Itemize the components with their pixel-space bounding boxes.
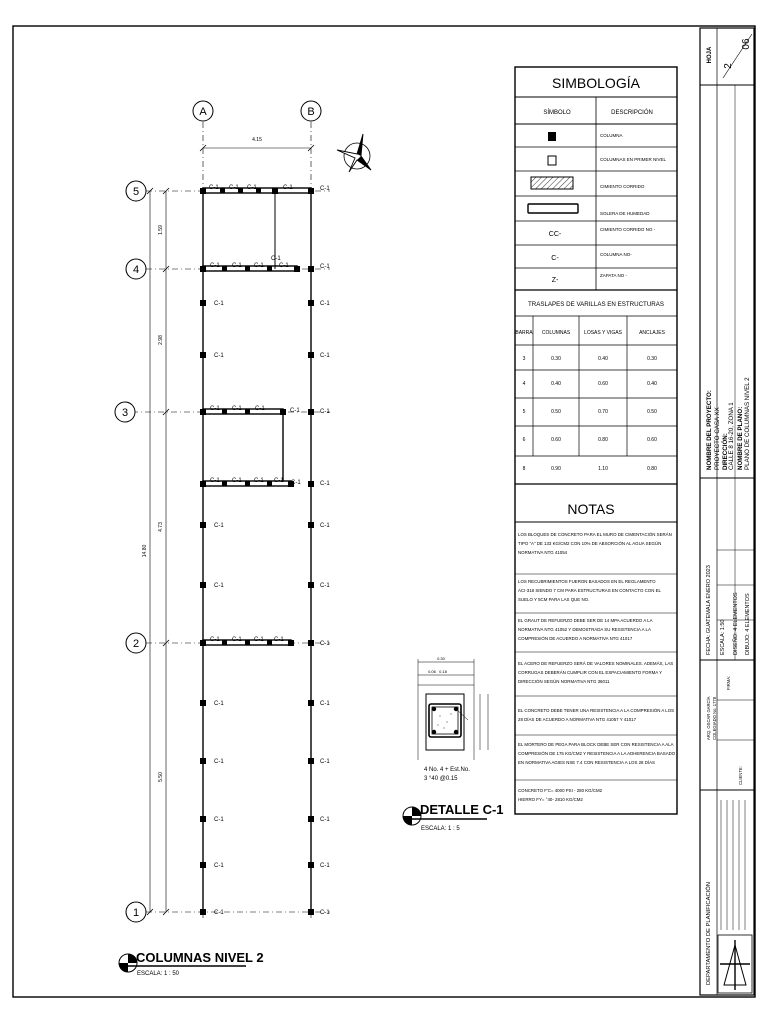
column-label: C-1 (279, 263, 289, 269)
company-logo-icon (718, 935, 752, 993)
column-label: C-1 (232, 263, 242, 269)
column-label: C-1 (210, 637, 220, 643)
traslapes-cell: 0.30 (647, 356, 657, 362)
symbol-z: Z- (551, 277, 559, 284)
column-label: C-1 (274, 637, 284, 643)
traslapes-cell: 0.60 (647, 437, 657, 443)
column-label: C-1 (320, 701, 330, 707)
nota-line: EN NORMATIVA AGIES NSE 7.4 CON RESISTENCIA A LOS 28 DÍAS (518, 760, 655, 765)
column-label: C-1 (320, 264, 330, 270)
column-label: C-1 (229, 185, 239, 191)
symbol-desc: ZAPATA NO - (600, 273, 628, 278)
columns (200, 188, 314, 915)
column-label: C-1 (232, 478, 242, 484)
client-label: CLIENTE: (738, 766, 743, 785)
column-label: C-1 (214, 583, 224, 589)
column-label: C-1 (254, 478, 264, 484)
traslapes-cell: 1.10 (598, 466, 608, 472)
column-label: C-1 (320, 863, 330, 869)
axis-label: A (199, 106, 207, 118)
symbol-desc: COLUMNAS EN PRIMER NIVEL (600, 157, 667, 162)
scale-field: ESCALA: 1:50 (720, 619, 726, 655)
column-label: C-1 (320, 353, 330, 359)
column-label: C-1 (255, 406, 265, 412)
column-label: C-1 (214, 759, 224, 765)
column-label: C-1 (254, 263, 264, 269)
first-level-column-symbol (548, 156, 556, 165)
axis-label: 5 (132, 186, 140, 198)
column-label: C-1 (320, 481, 330, 487)
axis-bubble-5 (126, 181, 146, 201)
traslapes-cell: 3 (522, 356, 526, 362)
project-value: PROYECTO CASA XX (714, 407, 721, 470)
column-label: C-1 (214, 353, 224, 359)
nota-line: 28 DÍAS DE ACUERDO A NORMATIVA NTG 41057 Y 41017 (518, 717, 637, 722)
column-label: C-1 (214, 817, 224, 823)
traslapes-cell: 8 (522, 466, 526, 472)
sheet-border (13, 26, 755, 997)
column-label: C-1 (320, 409, 330, 415)
column-label: C-1 (210, 406, 220, 412)
traslapes-cell: 0.90 (551, 466, 561, 472)
address-value: CALLE 8 16-20, ZONA 1 (728, 402, 735, 470)
plan-title: COLUMNAS NIVEL 2 (136, 950, 264, 965)
symbol-cc: CC- (548, 231, 562, 238)
plan-title-block (119, 950, 264, 977)
column-label: C-1 (274, 478, 284, 484)
column-label: C-1 (320, 641, 330, 647)
column-label: C-1 (320, 583, 330, 589)
dimension-value: 4.15 (252, 137, 262, 143)
nota-line: LOS BLOQUES DE CONCRETO PARA EL MURO DE CIMENTACIÓN SERÁN (518, 532, 672, 537)
column-label: C-1 (320, 759, 330, 765)
dimension-value: 5.50 (158, 772, 164, 782)
symbol-desc: CIMIENTO CORRIDO (600, 184, 645, 189)
nota-line: NORMATIVA NTG 41054 (518, 550, 568, 555)
traslapes-cell: 0.80 (647, 466, 657, 472)
grid-lines (132, 122, 330, 918)
architect-license: COLEGIADO No. 1778 (712, 696, 717, 740)
address-label: DIRECCIÓN: (722, 433, 729, 470)
traslapes-cell: 0.40 (551, 381, 561, 387)
legend-panel (515, 67, 677, 814)
column-label: C-1 (254, 637, 264, 643)
walls (203, 188, 311, 912)
nota-line: NORMATIVA NTG 41052 Y DEMOSTRADA SU RESISTENCIA A LA (518, 627, 651, 632)
symbol-desc: COLUMNA NO- (600, 252, 632, 257)
nota-line: COMPRESIÓN DE 175 KG/CM2 Y RESISTENCIA A LA ADHERENCIA BASADO (518, 751, 676, 756)
traslapes-cell: 0.60 (598, 381, 608, 387)
traslapes-cell: 0.30 (551, 356, 561, 362)
plan-scale: ESCALA: 1 : 50 (137, 971, 180, 977)
column-label: C-1 (320, 817, 330, 823)
traslapes-title: TRASLAPES DE VARILLAS EN ESTRUCTURAS (527, 301, 665, 308)
dimension-total: 14.80 (142, 544, 148, 558)
column-label: C-1 (210, 478, 220, 484)
sheet-total: 06 (741, 38, 752, 50)
traslapes-cell: 0.60 (551, 437, 561, 443)
column-label: C-1 (291, 480, 301, 486)
plan-name-value: PLANO DE COLUMNAS NIVEL 2 (744, 377, 751, 470)
nota-line: SUELO Y 5CM PARA LAS QUE NO. (518, 597, 590, 602)
column-label: C-1 (214, 910, 224, 916)
axis-label: 3 (121, 407, 129, 419)
column-label: C-1 (232, 637, 242, 643)
plan-name-label: NOMBRE DE PLANO: (737, 406, 744, 470)
dimension-value: 2.98 (158, 335, 164, 345)
column-plan (115, 101, 371, 977)
nota-line: EL MORTERO DE PEGA PARA BLOCK DEBE SER CON RESISTENCIA A ALA (518, 742, 674, 747)
nota-line: CONCRETO F'C= 4000 PSI - 280 KG/CM2 (518, 788, 603, 793)
column-label: C-1 (271, 256, 281, 262)
symbol-desc: SOLERA DE HUMEDAD (600, 211, 650, 216)
axis-bubble-1 (126, 902, 146, 922)
axis-label: 2 (132, 638, 140, 650)
axis-label: B (307, 106, 315, 118)
column-label: C-1 (283, 185, 293, 191)
traslapes-cell: 6 (522, 437, 526, 443)
column-label: C-1 (247, 185, 257, 191)
department-name: DEPARTAMENTO DE PLANIFICACIÓN (706, 882, 712, 985)
detail-dimension: 0.18 (439, 669, 447, 674)
nota-line: EL GRAUT DE REFUERZO DEBE SER DE 14 MPA ACUERDO A LA (518, 618, 653, 623)
axis-label: 1 (132, 907, 140, 919)
signature-label: FIRMA: (726, 675, 731, 690)
nota-line: EL ACERO DE REFUERZO SERÁ DE VALORES NOMINALES. ADEMÁS, LAS (518, 661, 674, 666)
detail-rebar-note: 3 °40 @0.15 (424, 776, 458, 782)
north-arrow-icon (337, 134, 371, 172)
column-label: C-1 (232, 406, 242, 412)
detail-title-block (403, 802, 504, 832)
axis-bubble-B (301, 101, 321, 121)
column-label: C-1 (209, 185, 219, 191)
architect-name: ARQ. OSCAR GARCÍA (706, 696, 711, 740)
nota-line: TIPO "A" DE 133 KG/CM2 CON 10% DE ABSORCIÓN AL AGUA SEGÚN (518, 541, 662, 546)
column-label: C-1 (320, 301, 330, 307)
simbologia-col-desc: DESCRIPCIÓN (611, 110, 653, 116)
nota-line: CORRUGAS DEBERÁN CUMPLIR CON EL ESPACIAMIENTO FORMA Y (518, 670, 663, 675)
column-label: C-1 (320, 910, 330, 916)
axis-bubble-3 (115, 402, 135, 422)
traslapes-header: LOSAS Y VIGAS (584, 330, 622, 336)
column-detail (403, 656, 504, 832)
traslapes-cell: 0.40 (647, 381, 657, 387)
dimension-value: 4.73 (158, 522, 164, 532)
title-block (700, 28, 754, 995)
axis-bubble-4 (126, 259, 146, 279)
column-label: C-1 (320, 186, 330, 192)
traslapes-cell: 0.70 (598, 409, 608, 415)
cimiento-symbol (531, 177, 573, 189)
nota-line: HIERRO FY= °40- 2810 KG/CM2 (518, 797, 583, 802)
simbologia-col-symbol: SÍMBOLO (543, 110, 571, 116)
traslapes-header: BARRA (515, 330, 533, 336)
traslapes-cell: 0.50 (647, 409, 657, 415)
traslapes-header: ANCLAJES (639, 330, 665, 336)
simbologia-title: SIMBOLOGÍA (552, 75, 640, 91)
solera-symbol (528, 204, 578, 213)
hoja-label: HOJA (707, 46, 713, 64)
detail-dimension: 0.06 (428, 669, 436, 674)
detail-dimension: 0.30 (437, 656, 445, 661)
traslapes-cell: 0.40 (598, 356, 608, 362)
nota-line: LOS RECUBRIMIENTOS FUERON BASADOS EN EL REGLAMENTO (518, 579, 656, 584)
nota-line: ACI-318 SIENDO 7 CM PARA ESTRUCTURAS EN CONTACTO CON EL (518, 588, 661, 593)
axis-bubble-A (193, 101, 213, 121)
traslapes-cell: 0.80 (598, 437, 608, 443)
detail-scale: ESCALA: 1 : 5 (421, 826, 460, 832)
axis-bubble-2 (126, 633, 146, 653)
nota-line: EL CONCRETO DEBE TENER UNA RESISTENCIA A LA COMPRESIÓN A LOS (518, 708, 675, 713)
column-labels (209, 185, 330, 916)
symbol-c: C- (551, 255, 559, 262)
dimension-top (200, 137, 314, 151)
column-symbol (548, 132, 556, 141)
fine-print-lines (721, 800, 745, 930)
traslapes-cell: 4 (522, 381, 526, 387)
axis-label: 4 (132, 264, 140, 276)
design-field: DISEÑO: 4 ELEMENTOS (733, 592, 739, 655)
traslapes-header: COLUMNAS (541, 330, 571, 336)
sheet-number: 2 (723, 63, 734, 69)
detail-title: DETALLE C-1 (420, 802, 504, 817)
column-label: C-1 (214, 301, 224, 307)
column-label: C-1 (214, 701, 224, 707)
symbol-desc: COLUMNA (600, 133, 623, 138)
column-label: C-1 (214, 863, 224, 869)
drawing-field: DIBUJO: 4 ELEMENTOS (745, 593, 751, 655)
dimension-value: 1.59 (158, 225, 164, 235)
symbol-desc: CIMIENTO CORRIDO NO - (600, 227, 656, 232)
traslapes-cell: 0.50 (551, 409, 561, 415)
column-label: C-1 (290, 408, 300, 414)
date-field: FECHA: GUATEMALA ENERO 2023 (706, 565, 712, 655)
detail-rebar-note: 4 No. 4 + Est.No. (424, 767, 470, 773)
nota-line: DIRECCIÓN SEGÚN NORMATIVA NTG 36011 (518, 679, 610, 684)
dimension-left (142, 188, 169, 915)
nota-line: COMPRESIÓN DE ACUERDO A NORMATIVA NTG 41017 (518, 636, 633, 641)
project-label: NOMBRE DEL PROYECTO: (706, 390, 713, 470)
notas-title: NOTAS (567, 501, 615, 517)
column-label: C-1 (320, 523, 330, 529)
traslapes-cell: 5 (522, 409, 526, 415)
column-label: C-1 (210, 263, 220, 269)
column-label: C-1 (214, 523, 224, 529)
